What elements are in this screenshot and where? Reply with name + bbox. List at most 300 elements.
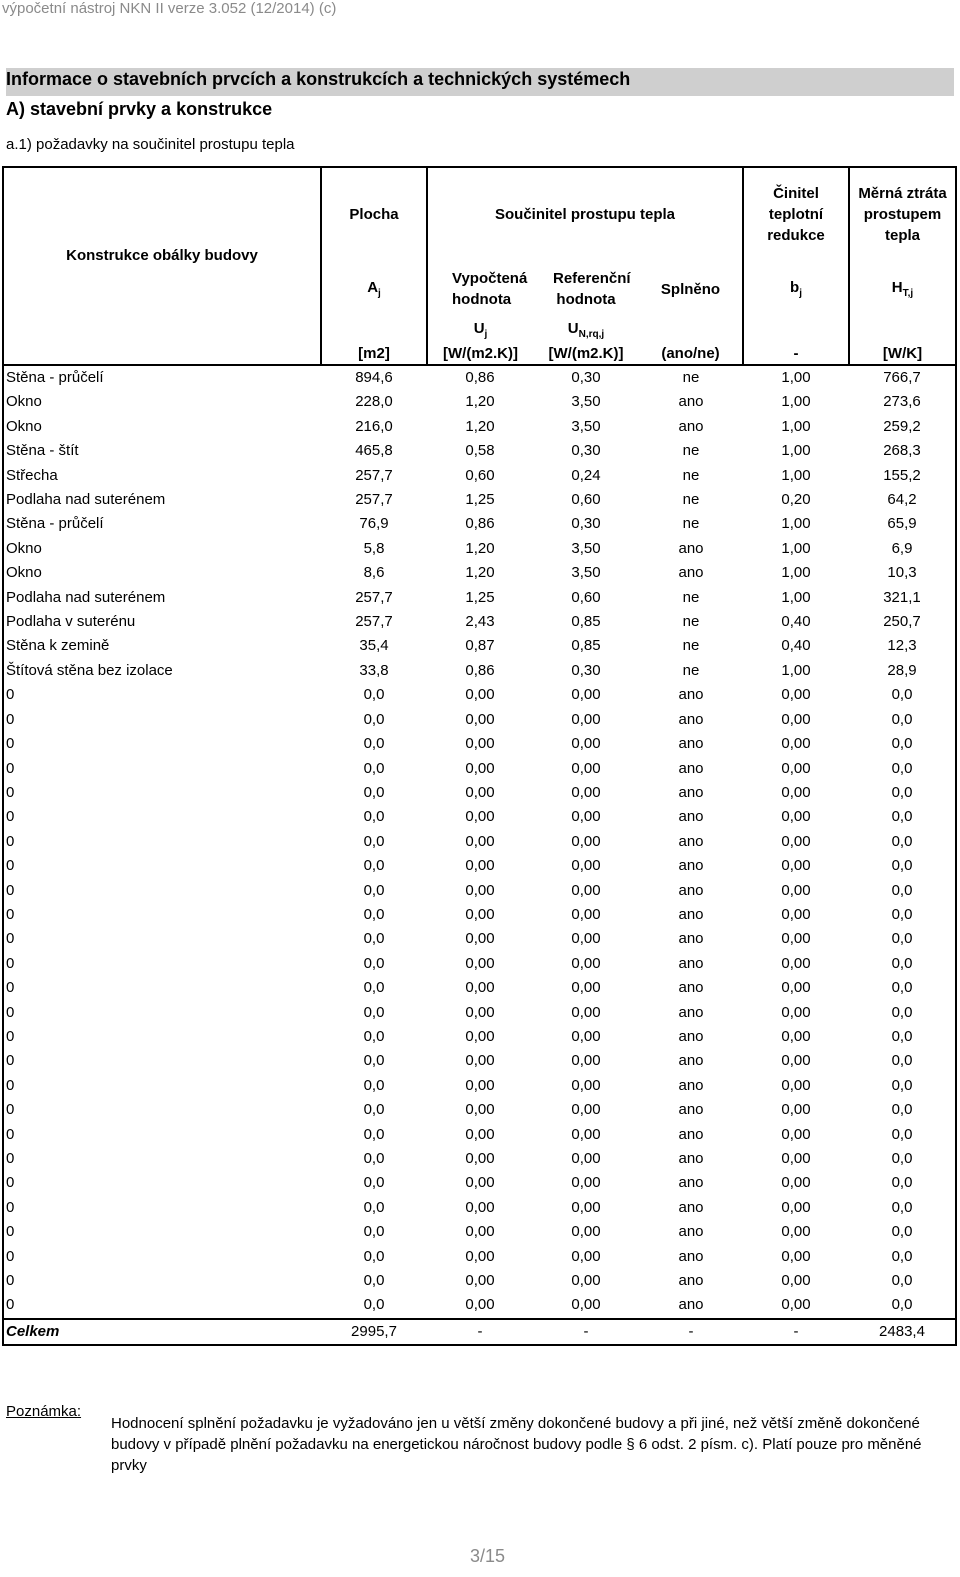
total-cell: -	[743, 1319, 849, 1345]
reduction-factor: 0,00	[781, 881, 811, 899]
reduction-factor: 1,00	[781, 466, 811, 484]
u-calculated: 0,00	[465, 759, 495, 777]
table-row	[3, 488, 956, 512]
construction-name: 0	[3, 830, 321, 854]
total-cell: -	[639, 1319, 743, 1345]
fulfilled-value: ano	[678, 759, 704, 777]
heat-loss-value: 155,2	[849, 464, 956, 488]
fulfilled-value: ano	[678, 1076, 704, 1094]
reduction-factor: 0,00	[781, 710, 811, 728]
u-reference: 0,24	[571, 466, 601, 484]
u-calculated: 0,86	[465, 661, 495, 679]
u-reference: 0,00	[571, 1052, 601, 1070]
construction-header: Konstrukce obálky budovy	[3, 167, 321, 343]
un-symbol: $U_{N,rq,j}$	[567, 320, 605, 340]
u-calculated: 0,00	[465, 1027, 495, 1045]
construction-name: 0	[3, 903, 321, 927]
heat-loss-value: 0,0	[849, 854, 956, 878]
unit-fulfilled: (ano/ne)	[639, 343, 743, 365]
area-value: 0,0	[363, 1052, 385, 1070]
table-row	[3, 805, 956, 829]
unit-area: [m2]	[321, 343, 427, 365]
construction-name: 0	[3, 805, 321, 829]
area-value: 0,0	[363, 710, 385, 728]
area-header: Plocha	[321, 167, 427, 261]
heat-loss-value: 6,9	[849, 537, 956, 561]
heat-loss-value: 0,0	[849, 976, 956, 1000]
unit-bj: -	[743, 343, 849, 365]
u-reference: 0,00	[571, 1296, 601, 1314]
fulfilled-value: ano	[678, 1223, 704, 1241]
fulfilled-value: ne	[682, 369, 700, 386]
fulfilled-value: ne	[682, 613, 700, 631]
reduction-factor: 1,00	[781, 661, 811, 679]
construction-name: Podlaha nad suterénem	[3, 488, 321, 512]
area-value: 0,0	[363, 1101, 385, 1119]
u-calculated: 0,00	[465, 808, 495, 826]
construction-name: 0	[3, 781, 321, 805]
construction-name: 0	[3, 732, 321, 756]
heat-loss-value: 0,0	[849, 757, 956, 781]
area-value: 0,0	[363, 735, 385, 753]
area-value: 76,9	[359, 515, 389, 533]
u-reference: 0,00	[571, 1125, 601, 1143]
area-value: 0,0	[363, 1027, 385, 1045]
fulfilled-value: ano	[678, 1296, 704, 1314]
construction-name: Okno	[3, 390, 321, 414]
u-calculated: 0,00	[465, 1223, 495, 1241]
construction-name: 0	[3, 927, 321, 951]
construction-name: Stěna - štít	[3, 439, 321, 463]
construction-name: 0	[3, 1171, 321, 1195]
table-row	[3, 634, 956, 658]
fulfilled-value: ano	[678, 832, 704, 850]
area-value: 35,4	[359, 637, 389, 655]
u-calculated: 0,00	[465, 783, 495, 801]
u-calculated: 0,00	[465, 881, 495, 899]
reduction-factor: 0,00	[781, 1052, 811, 1070]
reference-value-header: Referenční hodnota	[553, 270, 631, 308]
fulfilled-value: ano	[678, 564, 704, 582]
reduction-factor: 0,00	[781, 905, 811, 923]
fulfilled-value: ano	[678, 1003, 704, 1021]
fulfilled-value: ano	[678, 979, 704, 997]
construction-name: 0	[3, 1196, 321, 1220]
u-calculated: 0,00	[465, 1150, 495, 1167]
heat-loss-value: 10,3	[849, 561, 956, 585]
area-value: 0,0	[363, 686, 385, 704]
table-row	[3, 537, 956, 561]
total-cell: -	[427, 1319, 533, 1345]
table-row	[3, 561, 956, 585]
u-reference: 0,30	[571, 661, 601, 679]
table-row	[3, 1269, 956, 1293]
tool-header: výpočetní nástroj NKN II verze 3.052 (12/2014) (c)	[2, 0, 337, 17]
heat-loss-value: 250,7	[849, 610, 956, 634]
u-reference: 0,00	[571, 1247, 601, 1265]
table-row	[3, 708, 956, 732]
area-value: 257,7	[355, 466, 393, 484]
heat-loss-value: 12,3	[849, 634, 956, 658]
u-reference: 0,85	[571, 613, 601, 631]
aj-symbol: $A_j$	[321, 261, 427, 317]
construction-name: Podlaha nad suterénem	[3, 586, 321, 610]
construction-name: 0	[3, 952, 321, 976]
area-value: 0,0	[363, 1076, 385, 1094]
reduction-factor: 0,00	[781, 1174, 811, 1192]
u-calculated: 0,00	[465, 1174, 495, 1192]
reduction-factor: 1,00	[781, 588, 811, 606]
heat-loss-value: 0,0	[849, 1098, 956, 1122]
reduction-factor: 0,00	[781, 1003, 811, 1021]
heat-loss-value: 0,0	[849, 1171, 956, 1195]
construction-name: Střecha	[3, 464, 321, 488]
u-reference: 0,00	[571, 1027, 601, 1045]
reduction-factor: 0,00	[781, 783, 811, 801]
reduction-factor: 0,20	[781, 491, 811, 509]
u-reference: 0,00	[571, 808, 601, 826]
construction-name: 0	[3, 1098, 321, 1122]
total-heat-loss: 2483,4	[849, 1319, 956, 1345]
heat-loss-value: 65,9	[849, 512, 956, 536]
fulfilled-value: ne	[682, 491, 700, 509]
fulfilled-value: ano	[678, 1052, 704, 1070]
construction-name: 0	[3, 1123, 321, 1147]
heat-loss-value: 0,0	[849, 879, 956, 903]
u-reference: 0,30	[571, 442, 601, 460]
fulfilled-value: ano	[678, 539, 704, 557]
u-reference: 0,00	[571, 832, 601, 850]
table-row	[3, 976, 956, 1000]
fulfilled-value: ano	[678, 710, 704, 728]
heat-loss-value: 0,0	[849, 927, 956, 951]
u-calculated: 0,00	[465, 1101, 495, 1119]
u-reference: 3,50	[571, 539, 601, 557]
u-calculated: 0,00	[465, 1003, 495, 1021]
reduction-factor: 0,00	[781, 1247, 811, 1265]
table-row	[3, 586, 956, 610]
u-calculated: 2,43	[465, 613, 495, 631]
u-calculated: 0,00	[465, 710, 495, 728]
heat-loss-value: 0,0	[849, 1123, 956, 1147]
heat-loss-value: 0,0	[849, 830, 956, 854]
heat-loss-value: 64,2	[849, 488, 956, 512]
note-label: Poznámka:	[6, 1403, 82, 1420]
area-value: 216,0	[355, 417, 393, 435]
reduction-factor: 0,00	[781, 1076, 811, 1094]
fulfilled-value: ne	[682, 637, 700, 655]
area-value: 257,7	[355, 491, 393, 509]
total-label: Celkem	[3, 1319, 321, 1345]
calculated-value-header: Vypočtená hodnota	[427, 261, 533, 317]
area-value: 257,7	[355, 588, 393, 606]
table-row	[3, 781, 956, 805]
fulfilled-value: ano	[678, 783, 704, 801]
u-calculated: 0,00	[465, 1198, 495, 1216]
u-reference: 0,30	[571, 515, 601, 533]
fulfilled-value: ano	[678, 1027, 704, 1045]
u-calculated: 0,00	[465, 1076, 495, 1094]
reduction-factor: 0,00	[781, 1296, 811, 1314]
fulfilled-value: ano	[678, 417, 704, 435]
area-value: 0,0	[363, 783, 385, 801]
u-calculated: 0,00	[465, 735, 495, 753]
area-value: 0,0	[363, 1247, 385, 1265]
heat-loss-value: 0,0	[849, 903, 956, 927]
fulfilled-value: ano	[678, 1101, 704, 1119]
area-value: 257,7	[355, 613, 393, 631]
u-reference: 0,00	[571, 881, 601, 899]
u-calculated: 0,86	[465, 369, 495, 386]
ht-symbol: $H_{T,j}$	[849, 261, 956, 317]
u-calculated: 0,58	[465, 442, 495, 460]
area-value: 0,0	[363, 808, 385, 826]
reduction-factor: 0,00	[781, 954, 811, 972]
area-value: 465,8	[355, 442, 393, 460]
total-row	[3, 1319, 956, 1345]
fulfilled-value: ano	[678, 857, 704, 875]
fulfilled-value: ano	[678, 1125, 704, 1143]
table-row	[3, 952, 956, 976]
heat-loss-value: 0,0	[849, 683, 956, 707]
area-value: 0,0	[363, 930, 385, 948]
u-reference: 0,00	[571, 954, 601, 972]
heat-loss-value: 321,1	[849, 586, 956, 610]
reduction-factor: 0,00	[781, 1027, 811, 1045]
heat-loss-value: 0,0	[849, 1245, 956, 1269]
heat-loss-value: 0,0	[849, 708, 956, 732]
section-title: Informace o stavebních prvcích a konstrukcích a technických systémech	[6, 69, 631, 89]
construction-name: 0	[3, 854, 321, 878]
subsection-title: A) stavební prvky a konstrukce	[6, 99, 273, 119]
construction-name: 0	[3, 1074, 321, 1098]
construction-name: 0	[3, 1269, 321, 1293]
construction-name: Stěna - průčelí	[3, 512, 321, 536]
reduction-factor: 1,00	[781, 539, 811, 557]
heat-loss-value: 0,0	[849, 1220, 956, 1244]
u-reference: 0,00	[571, 1174, 601, 1192]
heat-loss-value: 259,2	[849, 415, 956, 439]
reduction-factor: 0,00	[781, 979, 811, 997]
heat-loss-value: 0,0	[849, 805, 956, 829]
area-value: 0,0	[363, 881, 385, 899]
reduction-factor: 0,00	[781, 686, 811, 704]
construction-name: 0	[3, 1147, 321, 1171]
heat-loss-value: 766,7	[849, 365, 956, 390]
construction-name: 0	[3, 683, 321, 707]
u-reference: 0,00	[571, 1150, 601, 1167]
reduction-factor: 0,00	[781, 735, 811, 753]
table-row	[3, 1245, 956, 1269]
area-value: 5,8	[363, 539, 385, 557]
reduction-factor: 1,00	[781, 369, 811, 386]
u-calculated: 0,00	[465, 905, 495, 923]
fulfilled-value: ano	[678, 1247, 704, 1265]
heat-loss-header: Měrná ztráta prostupem tepla	[849, 167, 956, 261]
table-row	[3, 1049, 956, 1073]
table-row	[3, 365, 956, 390]
construction-name: 0	[3, 708, 321, 732]
construction-name: 0	[3, 1220, 321, 1244]
area-value: 0,0	[363, 857, 385, 875]
reduction-factor: 1,00	[781, 442, 811, 460]
u-calculated: 0,00	[465, 979, 495, 997]
u-reference: 0,30	[571, 369, 601, 386]
u-calculated: 0,00	[465, 857, 495, 875]
u-reference: 0,00	[571, 1101, 601, 1119]
u-calculated: 0,60	[465, 466, 495, 484]
u-calculated: 0,00	[465, 1272, 495, 1290]
table-row	[3, 1074, 956, 1098]
reduction-factor: 1,00	[781, 393, 811, 411]
area-value: 0,0	[363, 1174, 385, 1192]
reduction-factor: 1,00	[781, 515, 811, 533]
u-reference: 0,00	[571, 857, 601, 875]
u-reference: 0,00	[571, 930, 601, 948]
u-reference: 0,00	[571, 759, 601, 777]
fulfilled-value: ne	[682, 588, 700, 606]
reduction-factor: 0,00	[781, 1101, 811, 1119]
table-row	[3, 390, 956, 414]
u-calculated: 0,86	[465, 515, 495, 533]
heat-loss-value: 0,0	[849, 1074, 956, 1098]
heat-loss-value: 0,0	[849, 1001, 956, 1025]
table-row	[3, 1025, 956, 1049]
reduction-factor: 1,00	[781, 417, 811, 435]
table-row	[3, 439, 956, 463]
area-value: 0,0	[363, 1150, 385, 1167]
fulfilled-value: ano	[678, 1272, 704, 1290]
heat-loss-value: 0,0	[849, 1269, 956, 1293]
heat-loss-value: 0,0	[849, 1025, 956, 1049]
total-cell: -	[533, 1319, 639, 1345]
heat-loss-value: 0,0	[849, 781, 956, 805]
u-calculated: 0,00	[465, 1125, 495, 1143]
table-row	[3, 927, 956, 951]
table-row	[3, 659, 956, 683]
construction-name: 0	[3, 757, 321, 781]
u-reference: 0,85	[571, 637, 601, 655]
u-calculated: 0,00	[465, 832, 495, 850]
reduction-factor: 0,00	[781, 759, 811, 777]
construction-name: Štítová stěna bez izolace	[3, 659, 321, 683]
heat-loss-value: 0,0	[849, 1196, 956, 1220]
u-reference: 0,60	[571, 588, 601, 606]
fulfilled-value: ano	[678, 930, 704, 948]
u-calculated: 1,25	[465, 491, 495, 509]
fulfilled-value: ne	[682, 515, 700, 533]
reduction-factor: 0,00	[781, 857, 811, 875]
table-row	[3, 1220, 956, 1244]
area-value: 0,0	[363, 832, 385, 850]
note-text: Hodnocení splnění požadavku je vyžadováno jen u větší změny dokončené budovy a při jiné, než větší změně dokončené budovy v případě plnění požadavku na energetickou náročnost budovy podle § 6 odst. 2 písm. c). Platí pouze pro měněné prvky	[111, 1415, 922, 1474]
uj-symbol: $U_j$	[427, 317, 533, 343]
table-row	[3, 903, 956, 927]
u-reference: 3,50	[571, 393, 601, 411]
construction-name: Podlaha v suterénu	[3, 610, 321, 634]
construction-name: 0	[3, 976, 321, 1000]
table-row	[3, 1098, 956, 1122]
u-calculated: 1,20	[465, 539, 495, 557]
fulfilled-value: ne	[682, 661, 700, 679]
construction-name: 0	[3, 1001, 321, 1025]
u-calculated: 0,87	[465, 637, 495, 655]
u-reference: 0,00	[571, 979, 601, 997]
reduction-factor: 0,00	[781, 1150, 811, 1167]
heat-loss-value: 273,6	[849, 390, 956, 414]
fulfilled-value: ano	[678, 686, 704, 704]
area-value: 0,0	[363, 1296, 385, 1314]
u-calculated: 1,25	[465, 588, 495, 606]
heat-loss-value: 0,0	[849, 732, 956, 756]
u-reference: 0,00	[571, 710, 601, 728]
heat-transfer-table	[2, 166, 957, 1346]
u-reference: 0,00	[571, 1076, 601, 1094]
table-row	[3, 1001, 956, 1025]
area-value: 0,0	[363, 1223, 385, 1241]
construction-name: Okno	[3, 537, 321, 561]
table-row	[3, 1196, 956, 1220]
u-reference: 3,50	[571, 564, 601, 582]
unit-u-calc: [W/(m2.K)]	[427, 343, 533, 365]
construction-name: 0	[3, 1049, 321, 1073]
u-calculated: 0,00	[465, 1296, 495, 1314]
construction-name: 0	[3, 1025, 321, 1049]
u-reference: 0,60	[571, 491, 601, 509]
reduction-factor: 0,40	[781, 613, 811, 631]
area-value: 0,0	[363, 954, 385, 972]
table-row	[3, 683, 956, 707]
fulfilled-value: ano	[678, 905, 704, 923]
area-value: 894,6	[355, 369, 393, 386]
heat-loss-value: 0,0	[849, 952, 956, 976]
u-calculated: 0,00	[465, 1247, 495, 1265]
construction-name: Stěna - průčelí	[3, 365, 321, 390]
reduction-factor: 0,00	[781, 1223, 811, 1241]
u-calculated: 1,20	[465, 393, 495, 411]
reduction-factor-header: Činitel teplotní redukce	[743, 167, 849, 261]
fulfilled-value: ano	[678, 1198, 704, 1216]
table-row	[3, 1123, 956, 1147]
reduction-factor: 0,00	[781, 808, 811, 826]
fulfilled-value: ano	[678, 1174, 704, 1192]
area-value: 0,0	[363, 759, 385, 777]
u-reference: 0,00	[571, 1198, 601, 1216]
fulfilled-header: Splněno	[660, 280, 721, 298]
u-calculated: 1,20	[465, 417, 495, 435]
table-row	[3, 830, 956, 854]
table-row	[3, 879, 956, 903]
heat-loss-value: 28,9	[849, 659, 956, 683]
construction-name: Stěna k zemině	[3, 634, 321, 658]
unit-ht: [W/K]	[849, 343, 956, 365]
construction-name: 0	[3, 1245, 321, 1269]
fulfilled-value: ne	[682, 466, 700, 484]
u-reference: 0,00	[571, 1272, 601, 1290]
fulfilled-value: ano	[678, 735, 704, 753]
requirement-title: a.1) požadavky na součinitel prostupu tepla	[6, 136, 295, 153]
table-row	[3, 732, 956, 756]
bj-symbol: $b_j$	[743, 261, 849, 317]
fulfilled-value: ne	[682, 442, 700, 460]
fulfilled-value: ano	[678, 808, 704, 826]
table-row	[3, 610, 956, 634]
construction-name: Okno	[3, 561, 321, 585]
u-reference: 0,00	[571, 1003, 601, 1021]
u-reference: 0,00	[571, 783, 601, 801]
construction-name: 0	[3, 879, 321, 903]
u-reference: 0,00	[571, 686, 601, 704]
